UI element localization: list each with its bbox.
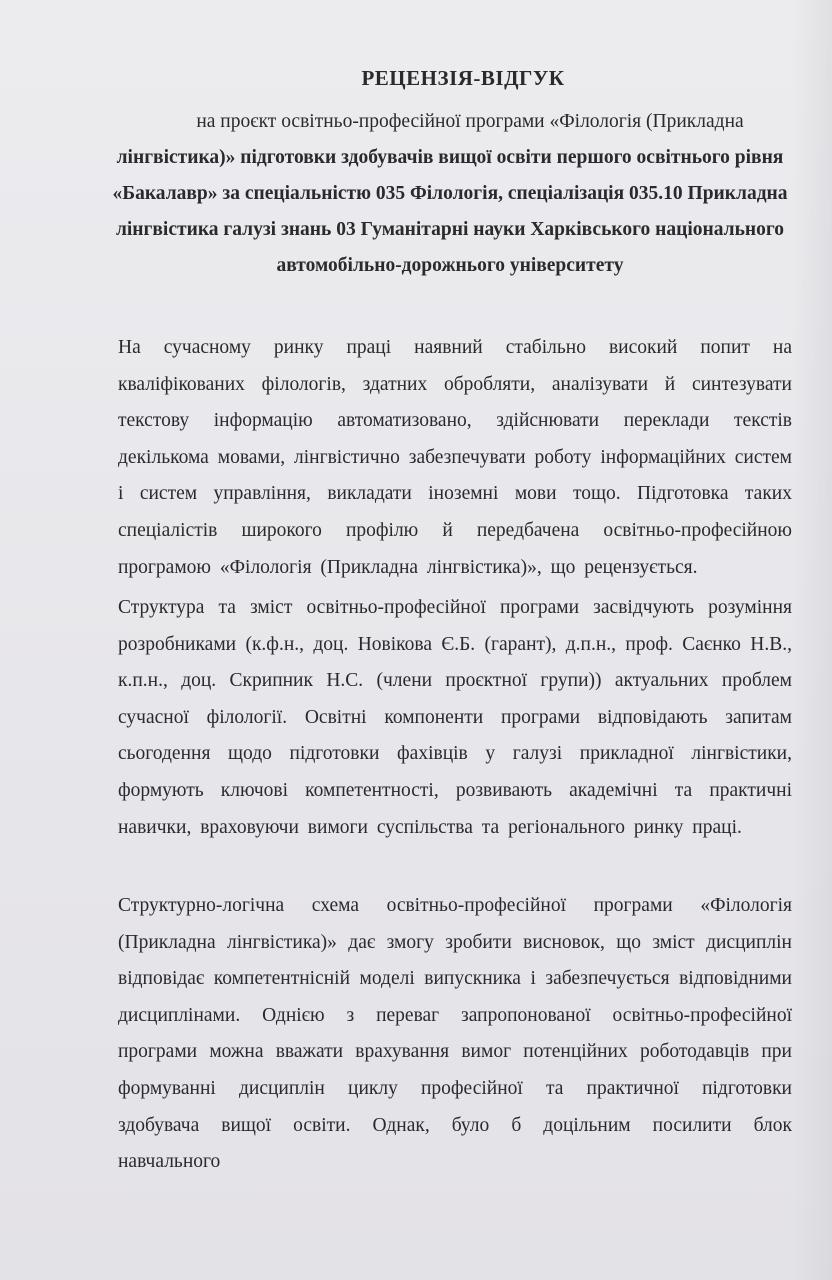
subtitle-line-4: лінгвістика галузі знань 03 Гуманітарні науки Харківського національного [115,219,785,240]
subtitle-line-3: «Бакалавр» за спеціальністю 035 Філологія, спеціалізація 035.10 Прикладна [112,183,788,204]
paragraph-3: Структурно-логічна схема освітньо-професійної програми «Філологія (Прикладна лінгвістика)» дає змогу зробити висновок, що зміст дисциплін відповідає компетентнісній моделі випускника і забезпечується відповідними дисциплінами. Однією з переваг запропонованої освітньо-професійної програми можна вважати врахування вимог потенційних роботодавців при формуванні дисциплін циклу професійної та практичної підготовки здобувача вищої освіти. Однак, було б доцільним посилити блок навчального [118,895,792,1173]
subtitle-line-5: автомобільно-дорожнього університету [276,255,624,276]
paragraph-1: На сучасному ринку праці наявний стабільно високий попит на кваліфікованих філологів, здатних обробляти, аналізувати й синтезувати текстову інформацію автоматизовано, здійснювати переклади текстів декількома мовами, лінгвістично забезпечувати роботу інформаційних систем і систем управління, викладати іноземні мови тощо. Підготовка таких спеціалістів широкого профілю й передбачена освітньо-професійною програмою «Філологія (Прикладна лінгвістика)», що рецензується. [118,337,792,578]
paragraph-2: Структура та зміст освітньо-професійної програми засвідчують розуміння розробниками (к.ф.н., доц. Новікова Є.Б. (гарант), д.п.н., проф. Саєнко Н.В., к.п.н., доц. Скрипник Н.С. (члени проєктної групи)) актуальних проблем сучасної філології. Освітні компоненти програми відповідають запитам сьогодення щодо підготовки фахівців у галузі прикладної лінгвістики, формують ключові компетентності, розвивають академічні та практичні навички, враховуючи вимоги суспільства та регіонального ринку праці. [118,597,792,838]
subtitle-line-1: на проєкт освітньо-професійної програми «Філологія (Прикладна [196,111,744,132]
page-shadow [792,0,832,1280]
document-title: РЕЦЕНЗІЯ-ВІДГУК [361,66,565,90]
document-subtitle [110,104,790,284]
subtitle-line-2: лінгвістика)» підготовки здобувачів вищої освіти першого освітнього рівня [116,147,784,168]
